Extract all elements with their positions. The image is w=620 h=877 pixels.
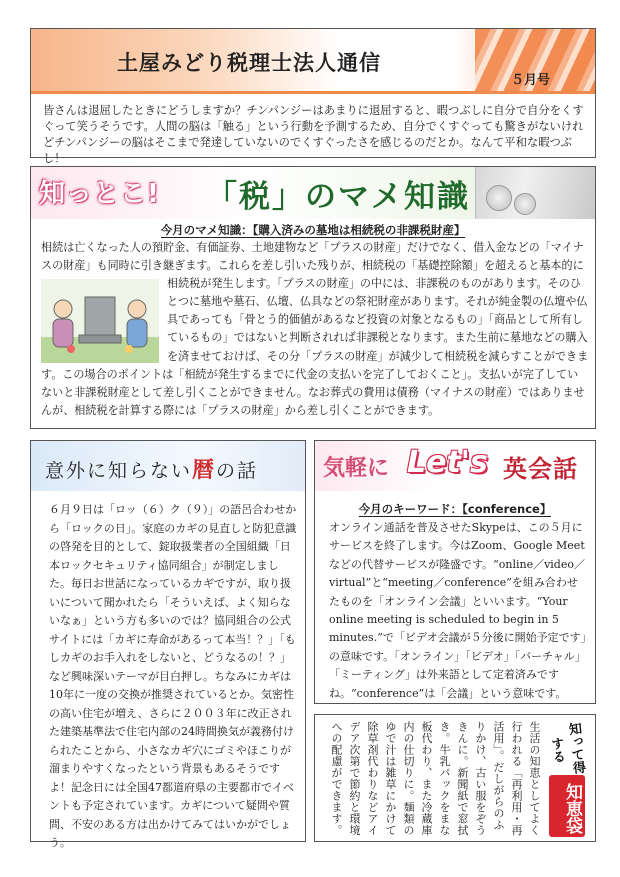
badge-bottom-text: 知恵袋 (549, 775, 585, 837)
english-banner-eikaiwa: 英会話 (503, 455, 578, 483)
intro-paragraph: 皆さんは退屈したときにどうしますか？チンパンジーはあまりに退屈すると、暇つぶしに自分で自分をくすぐって笑うそうです。人間の脳は「触る」という行動を予測するため、自分でくすぐっても驚きがないけれどチンパンジーの脳はそこまで発達していないのでくすぐったさを感じるのだとか。なんて平和な暇つぶし！ (43, 104, 584, 165)
newsletter-title: 土屋みどり税理士法人通信 (117, 51, 381, 75)
tax-tips-subheading (31, 222, 595, 238)
newsletter-header (30, 28, 596, 165)
coin-icon (514, 193, 536, 215)
calendar-body: ６月９日は「ロッ（６）ク（９）」の語呂合わせから「ロックの日」。家庭のカギの見直しと防犯意識の啓発を目的として、錠取扱業者の全国組織「日本ロックセキュリティ協同組合」が制定しました。毎日お世話になっているカギですが、取り扱いについて聞かれたら「そういえば、よく知らないなぁ」という方も多いのでは？協同組合の公式サイトには「カギに寿命があるって本当！？」「もしカギのお手入れをしないと、どうなるの！？」など興味深いテーマが目白押し。ちなみにカギは10年に一度の交換が推奨されているとか。気密性の高い住宅が増え、さらに２００３年に改正された建築基準法で住宅内部の24時間換気が義務付けられたことから、小さなカギ穴にゴミやほこりが溜まりやすくなったという背景もあるそうですよ！記念日には全国47都道府県の主要都市でイベントも予定されています。カギについて疑問や質問、不安のある方は出かけてみてはいかがでしょう。 (49, 503, 297, 849)
calendar-title (45, 453, 258, 484)
body-text-2: 相続税が発生します。「プラスの財産」の中には、非課税のものがあります。そのひとつに墓地や墓石、仏壇、仏具などの祭祀財産があります。それが純金製の仏壇や仏具であっても「骨とう的価値があるなど投資の対象となるもの」「商品として所有しているもの」ではないと判断されれば非課税となります。また生前に墓地などの購入を済ませておけば、その分「プラスの財産」が減少して相続税を減らすことができます。この場合のポイントは「相続が発生するまでに代金の支払いを完了しておくこと」。支払いが完了していないと非課税財産として差し引くことができません。なお葬式の費用は債務（マイナスの財産）ではありませんが、相続税を計算する際には「プラスの財産」から差し引くことができます。 (41, 277, 589, 417)
subheading-text: 今月のマメ知識：【購入済みの墓地は相続税の非課税財産】 (160, 223, 466, 237)
english-section (314, 440, 596, 704)
issue-month: ５月号 (511, 73, 551, 88)
calendar-banner (31, 441, 305, 491)
grave-couple-illustration (41, 279, 159, 363)
calendar-story-section (30, 440, 306, 849)
keyword-text: 今月のキーワード：【conference】 (358, 502, 552, 516)
coin-icon (486, 185, 512, 211)
title-divider (31, 91, 595, 94)
tax-tips-banner (31, 167, 595, 219)
tax-tips-section (30, 166, 596, 429)
tips-bag-section (314, 714, 596, 842)
tips-bag-badge (545, 719, 589, 837)
calendar-title-accent: 暦 (192, 457, 217, 483)
english-banner-kigaru: 気軽に (323, 456, 390, 481)
english-subheading (315, 501, 595, 517)
tips-bag-body: 生活の知恵としてよく行われる「再利用・再活用」。だしがらのふりかけ、古い服をぞうきんに。新聞紙で窓拭き。牛乳パックをまな板代わり、また冷蔵庫内の仕切りに。麺類のゆで汁は雑草にかけて除草剤代わりなどアイデア次第で節約と環境への配慮ができます。 (330, 721, 541, 836)
english-banner-lets: Let's (407, 445, 488, 480)
calendar-title-pre: 意外に知らない (45, 460, 193, 482)
calendar-title-post: の話 (216, 460, 259, 482)
tax-tips-body (41, 239, 589, 420)
english-banner (315, 441, 595, 491)
money-illustration (475, 167, 595, 219)
banner-prefix: 知っとこ! (39, 179, 160, 209)
body-text-1: 相続は亡くなった人の預貯金、有価証券、土地建物など「プラスの財産」だけでなく、借入金などの「マイナスの財産」も同時に引き継ぎます。これらを差し引いた残りが、相続税の「基礎控除額」を超えると基本的に (41, 241, 584, 273)
banner-title: 「税」のマメ知識 (206, 179, 470, 215)
english-body: オンライン通話を普及させたSkypeは、この５月にサービスを終了します。今はZoom、Google Meetなどの代替サービスが隆盛です。“online／video／virtual”と“meeting／conference”を組み合わせたものを「オンライン会議」といいます。“Your online meeting is scheduled to begin in 5 minutes.”で「ビデオ会議が５分後に開始予定です」の意味です。「オンライン」「ビデオ」「バーチャル」「ミーティング」は外来語として定着済みですね。“conference”は「会議」という意味です。 (329, 521, 587, 700)
badge-top-text: 知って得する (547, 721, 586, 775)
